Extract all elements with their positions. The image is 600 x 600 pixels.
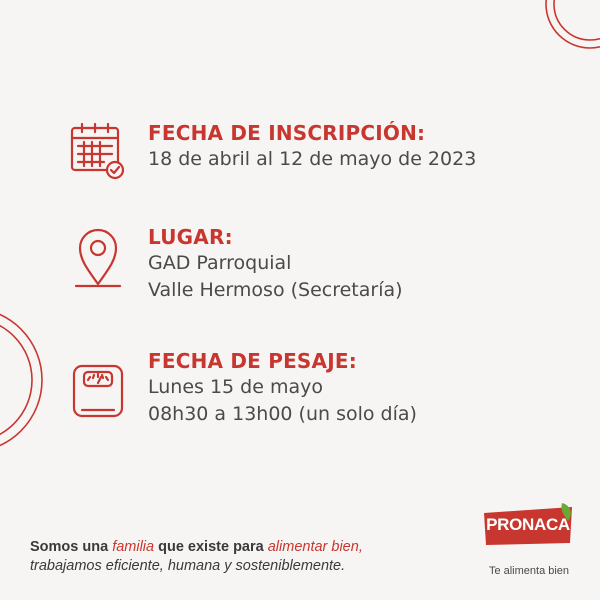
place-line-1: GAD Parroquial <box>148 252 292 274</box>
location-pin-icon <box>64 224 132 292</box>
footer-slogan <box>30 538 450 576</box>
logo-wordmark: PRONACA <box>486 515 570 534</box>
pronaca-logo <box>480 503 576 547</box>
weighing-date-line-2: 08h30 a 13h00 (un solo día) <box>148 403 417 425</box>
registration-date-section <box>64 120 564 190</box>
brand-tagline: Te alimenta bien <box>488 565 570 577</box>
footer-text-b: que existe para <box>154 539 268 555</box>
calendar-icon <box>64 120 132 188</box>
registration-date-range: 18 de abril al 12 de mayo de 2023 <box>148 148 477 170</box>
footer-text-a: Somos una <box>30 539 113 555</box>
scale-icon <box>64 358 132 426</box>
footer-line-2: trabajamos eficiente, humana y sosteniblemente. <box>30 558 346 574</box>
footer-line-1 <box>30 538 450 557</box>
weighing-date-section <box>64 348 564 438</box>
place-section <box>64 224 564 304</box>
place-line-2: Valle Hermoso (Secretaría) <box>148 279 403 301</box>
place-heading: LUGAR: <box>148 225 233 249</box>
weighing-date-line-1: Lunes 15 de mayo <box>148 376 323 398</box>
footer-text-familia: familia <box>112 539 155 555</box>
footer-text-alimentar: alimentar bien, <box>267 539 363 555</box>
registration-date-heading: FECHA DE INSCRIPCIÓN: <box>148 121 426 145</box>
weighing-date-heading: FECHA DE PESAJE: <box>148 349 357 373</box>
